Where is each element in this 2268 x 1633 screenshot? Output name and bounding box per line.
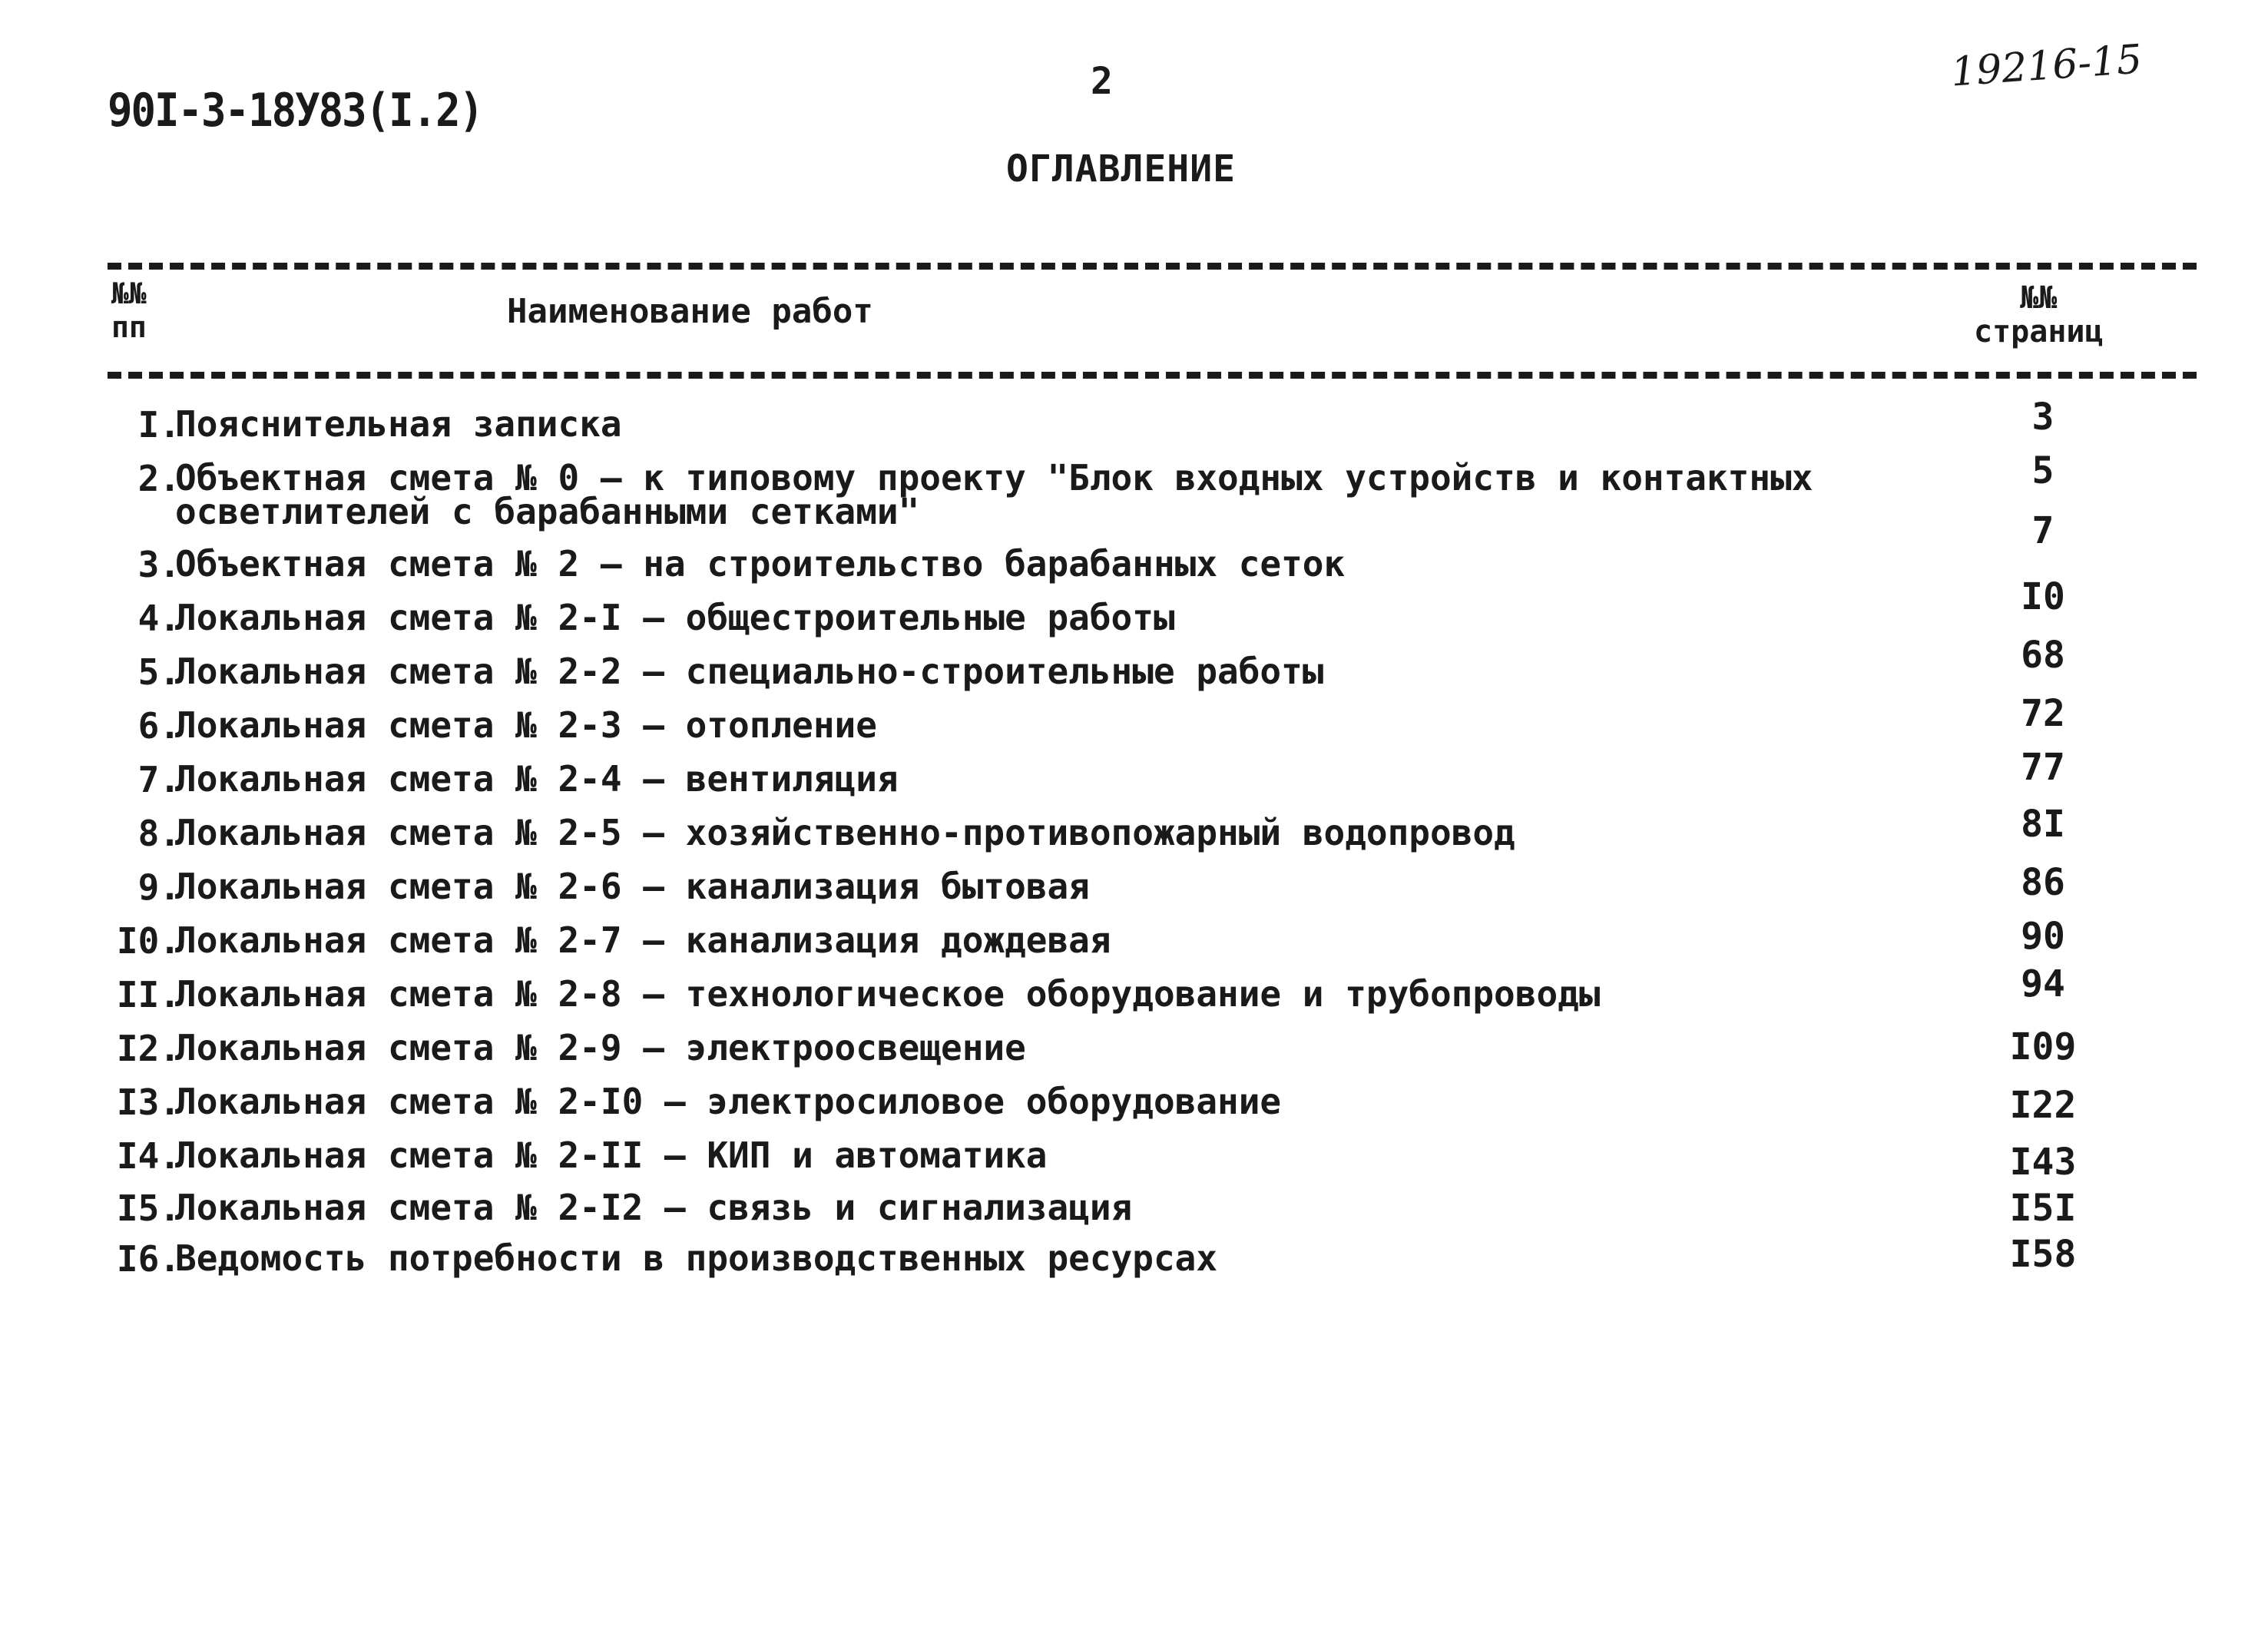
page-title: ОГЛАВЛЕНИЕ [1006,147,1236,190]
toc-entry-page: 8I [2021,803,2065,846]
toc-entry-page: 5 [2031,449,2054,492]
toc-entry-title: Локальная смета № 2-9 – электроосвещение [175,1027,1026,1068]
toc-entry-page: 7 [2031,509,2054,552]
handwritten-archive-code: 19216-15 [1949,36,2144,96]
toc-entry-title: Локальная смета № 2-I2 – связь и сигнализация [175,1187,1133,1228]
toc-entry-page: 90 [2021,915,2065,958]
toc-entry-number: I2. [116,1028,180,1069]
toc-entry-number: 8. [137,813,180,854]
toc-entry-number: 4. [137,598,180,639]
toc-entry-title: Локальная смета № 2-8 – технологическое оборудование и трубопроводы [175,973,1601,1015]
toc-entry-page: I43 [2009,1141,2077,1184]
column-header-number-line2: пп [111,310,147,344]
table-top-divider [108,263,2197,270]
toc-entry-number: II. [116,974,180,1015]
toc-entry-number: 7. [137,759,180,800]
toc-entry-title: Пояснительная записка [175,403,622,445]
toc-entry-page: 72 [2021,692,2065,735]
toc-entry-page: 3 [2031,396,2054,439]
column-header-page [1974,281,2104,349]
toc-entry-number: 5. [137,651,180,693]
toc-entry-page: 94 [2021,962,2065,1005]
toc-entry-title: Локальная смета № 2-3 – отопление [175,704,877,746]
toc-entry-page: 77 [2021,746,2065,789]
toc-entry-title: Локальная смета № 2-5 – хозяйственно-противопожарный водопровод [175,812,1515,853]
toc-entry-title: Локальная смета № 2-7 – канализация дождевая [175,919,1111,961]
toc-entry-number: 9. [137,866,180,908]
toc-entry-number: 6. [137,705,180,747]
toc-entry-title: Ведомость потребности в производственных ресурсах [175,1237,1218,1279]
document-code: 90I-3-18У83(I.2) [108,83,483,137]
toc-entry-title: Локальная смета № 2-6 – канализация бытовая [175,866,1090,907]
toc-entry-page: I09 [2009,1025,2077,1068]
toc-entry-title: Локальная смета № 2-I – общестроительные работы [175,597,1175,638]
page-number: 2 [1091,60,1113,103]
toc-entry-number: I4. [116,1135,180,1177]
column-header-page-line1: №№ [2020,280,2058,316]
toc-entry-page: I5I [2009,1187,2077,1230]
toc-entry-title: Объектная смета № 2 – на строительство барабанных сеток [175,543,1346,585]
toc-entry-title: Локальная смета № 2-II – КИП и автоматика [175,1134,1048,1176]
toc-entry-page: I58 [2009,1233,2077,1276]
toc-entry-page: 86 [2021,861,2065,904]
toc-entry-page: I22 [2009,1084,2077,1127]
toc-entry-page: 68 [2021,634,2065,677]
column-header-name: Наименование работ [507,292,873,331]
toc-entry-title: Локальная смета № 2-I0 – электросиловое оборудование [175,1081,1282,1122]
toc-entry-number: I. [137,404,180,446]
toc-entry-number: 3. [137,544,180,585]
toc-entry-title: Локальная смета № 2-4 – вентиляция [175,758,899,800]
toc-entry-title: Объектная смета № 0 – к типовому проекту "Блок входных устройств и контактных осветлителей с барабанными сетками" [175,457,1813,532]
column-header-page-line2: страниц [1974,314,2104,349]
toc-entry-number: I3. [116,1081,180,1123]
toc-entry-number: I6. [116,1238,180,1280]
toc-entry-page: I0 [2021,575,2065,618]
toc-entry-number: I0. [116,920,180,962]
column-header-number-line1: №№ [111,277,147,310]
column-header-number [111,277,147,344]
toc-entry-number: I5. [116,1187,180,1229]
table-header-divider [108,372,2197,379]
toc-entry-title: Локальная смета № 2-2 – специально-строительные работы [175,651,1324,692]
toc-entry-number: 2. [137,458,180,499]
